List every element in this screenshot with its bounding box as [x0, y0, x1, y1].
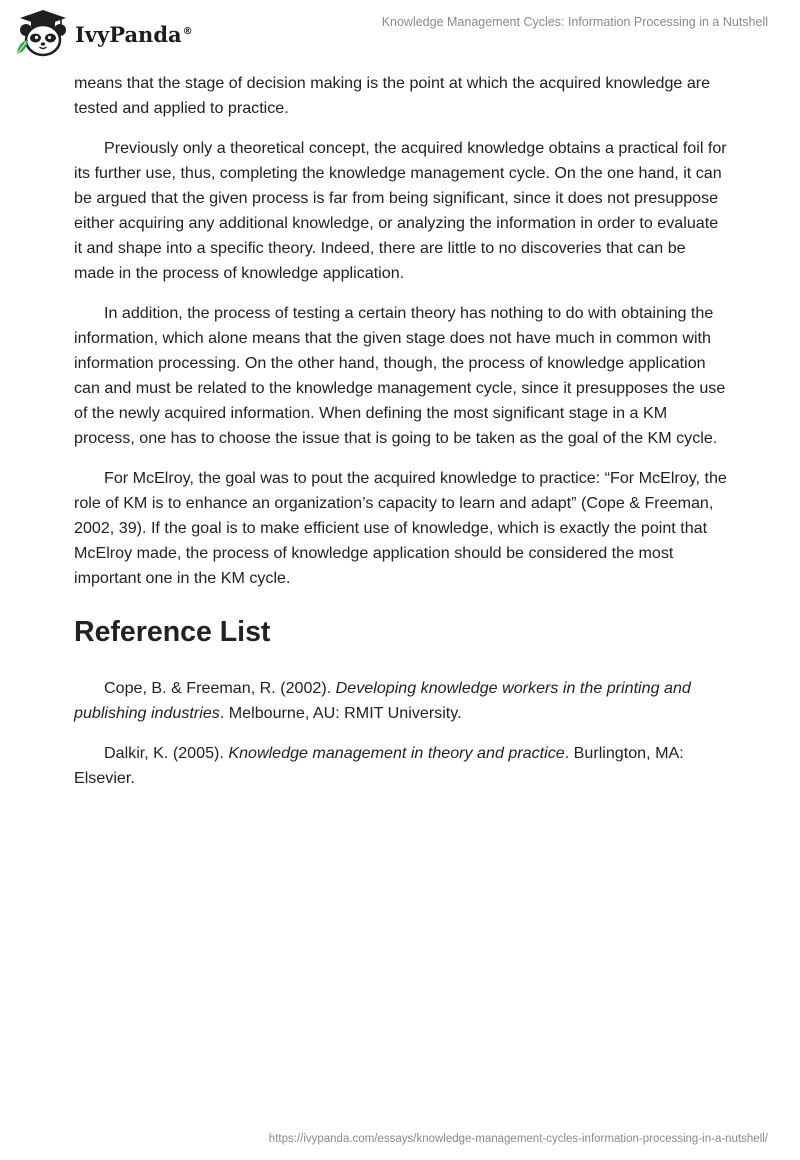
ivypanda-logo[interactable] — [14, 8, 193, 58]
page-header — [0, 0, 800, 70]
reference-title: Knowledge management in theory and practice — [228, 744, 565, 762]
reference-entry — [74, 741, 730, 791]
reference-publisher: . Melbourne, AU: RMIT University. — [219, 704, 462, 722]
reference-authors: Dalkir, K. (2005). — [104, 744, 229, 762]
reference-entry — [74, 676, 730, 726]
document-body — [74, 71, 730, 806]
reference-title: Developing knowledge workers in the printing and publishing industries — [74, 679, 691, 722]
reference-publisher: . Burlington, MA: Elsevier. — [74, 744, 684, 787]
source-url-link[interactable]: https://ivypanda.com/essays/knowledge-management-cycles-information-processing-in-a-nutshell/ — [268, 1133, 768, 1145]
panda-graduate-icon — [14, 8, 72, 58]
reference-list-heading: Reference List — [74, 616, 271, 648]
logo-wordmark — [75, 22, 193, 47]
paragraph: Previously only a theoretical concept, the acquired knowledge obtains a practical foil for its further use, thus, completing the knowledge management cycle. On the one hand, it can be argued that the given process is far from being significant, since it does not presuppose either acquiring any additional knowledge, or analyzing the information in order to evaluate it and shape into a specific theory. Indeed, there are little to no discoveries that can be made in the process of knowledge application. — [74, 139, 727, 282]
registered-mark: ® — [182, 25, 193, 37]
reference-authors: Cope, B. & Freeman, R. (2002). — [104, 679, 336, 697]
logo-name: IvyPanda — [75, 21, 182, 47]
paragraph: For McElroy, the goal was to pout the acquired knowledge to practice: “For McElroy, the role of KM is to enhance an organization’s capacity to learn and adapt” (Cope & Freeman, 2002, 39). If the goal is to make efficient use of knowledge, which is exactly the point that McElroy made, the process of knowledge application should be considered the most important one in the KM cycle. — [74, 469, 727, 587]
paragraph: In addition, the process of testing a certain theory has nothing to do with obtaining the information, which alone means that the given stage does not have much in common with information processing. On the other hand, though, the process of knowledge application can and must be related to the knowledge management cycle, since it presupposes the use of the newly acquired information. When defining the most significant stage in a KM process, one has to choose the issue that is going to be taken as the goal of the KM cycle. — [74, 304, 726, 447]
paragraph-continued: means that the stage of decision making is the point at which the acquired knowledge are tested and applied to practice. — [74, 74, 711, 117]
document-title: Knowledge Management Cycles: Information Processing in a Nutshell — [381, 15, 768, 29]
